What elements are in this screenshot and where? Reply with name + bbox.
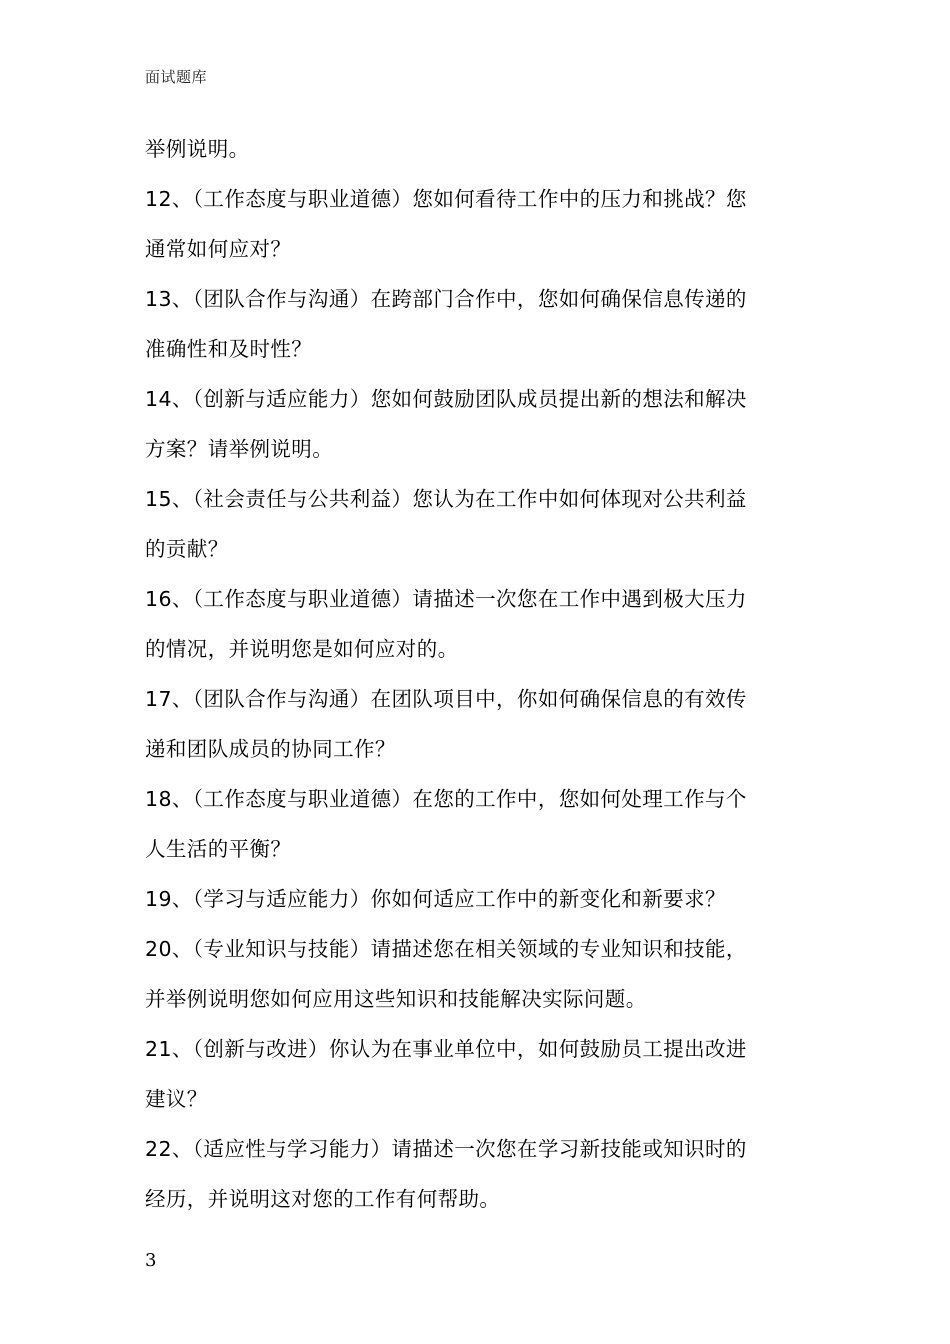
document-body: [145, 124, 810, 1224]
text-line: 18、（工作态度与职业道德）在您的工作中，您如何处理工作与个: [145, 787, 747, 811]
text-line: 建议？: [145, 1087, 208, 1111]
text-line: 12、（工作态度与职业道德）您如何看待工作中的压力和挑战？您: [145, 187, 747, 211]
text-line: 21、（创新与改进）你认为在事业单位中，如何鼓励员工提出改进: [145, 1037, 747, 1061]
text-line: 并举例说明您如何应用这些知识和技能解决实际问题。: [145, 987, 647, 1011]
page-header: 面试题库: [145, 68, 208, 86]
text-line: 20、（专业知识与技能）请描述您在相关领域的专业知识和技能，: [145, 937, 747, 961]
text-line: 13、（团队合作与沟通）在跨部门合作中，您如何确保信息传递的: [145, 287, 747, 311]
text-line: 举例说明。: [145, 137, 250, 161]
text-line: 通常如何应对？: [145, 237, 292, 261]
text-line: 方案？请举例说明。: [145, 437, 334, 461]
text-line: 15、（社会责任与公共利益）您认为在工作中如何体现对公共利益: [145, 487, 747, 511]
text-line: 经历，并说明这对您的工作有何帮助。: [145, 1187, 501, 1211]
text-line: 的情况，并说明您是如何应对的。: [145, 637, 459, 661]
text-line: 递和团队成员的协同工作？: [145, 737, 396, 761]
text-line: 人生活的平衡？: [145, 837, 292, 861]
text-line: 19、（学习与适应能力）你如何适应工作中的新变化和新要求？: [145, 887, 726, 911]
text-line: 准确性和及时性？: [145, 337, 313, 361]
text-line: 的贡献？: [145, 537, 229, 561]
page-number: 3: [145, 1250, 157, 1271]
text-line: 22、（适应性与学习能力）请描述一次您在学习新技能或知识时的: [145, 1137, 747, 1161]
text-line: 16、（工作态度与职业道德）请描述一次您在工作中遇到极大压力: [145, 587, 747, 611]
text-line: 14、（创新与适应能力）您如何鼓励团队成员提出新的想法和解决: [145, 387, 747, 411]
text-line: 17、（团队合作与沟通）在团队项目中，你如何确保信息的有效传: [145, 687, 747, 711]
